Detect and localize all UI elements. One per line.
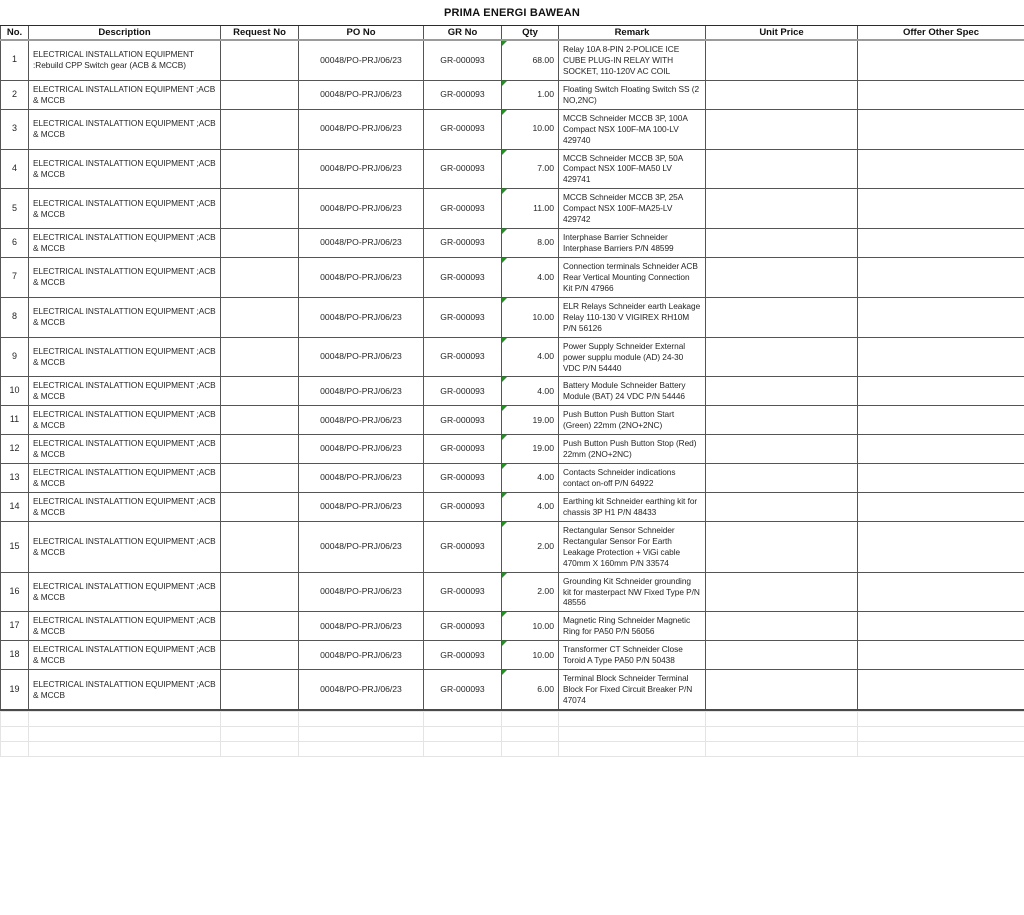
column-header-unit[interactable]: Unit Price [706,26,858,40]
cell-req[interactable] [221,258,299,298]
cell-gr[interactable]: GR-000093 [424,229,502,258]
cell-desc[interactable]: ELECTRICAL INSTALATTION EQUIPMENT ;ACB & MCCB [29,229,221,258]
cell-remark[interactable]: Relay 10A 8-PIN 2-POLICE ICE CUBE PLUG-IN RELAY WITH SOCKET, 110-120V AC COIL [559,40,706,80]
empty-cell[interactable] [29,726,221,741]
cell-gr[interactable]: GR-000093 [424,80,502,109]
cell-error-marker-icon [502,110,507,115]
cell-desc[interactable]: ELECTRICAL INSTALATTION EQUIPMENT ;ACB & MCCB [29,109,221,149]
table-row [1,464,1024,493]
cell-offer[interactable] [858,492,1024,521]
cell-offer[interactable] [858,189,1024,229]
cell-gr[interactable]: GR-000093 [424,670,502,710]
table-row [1,521,1024,572]
cell-unit[interactable] [706,189,858,229]
cell-req[interactable] [221,109,299,149]
table-row [1,670,1024,710]
empty-cell[interactable] [1,726,29,741]
cell-qty[interactable]: 6.00 [502,670,559,710]
table-row [1,297,1024,337]
cell-no[interactable]: 10 [1,377,29,406]
cell-no[interactable]: 1 [1,40,29,80]
cell-po[interactable]: 00048/PO-PRJ/06/23 [299,641,424,670]
empty-cell[interactable] [299,726,424,741]
cell-no[interactable]: 19 [1,670,29,710]
cell-offer[interactable] [858,572,1024,612]
cell-no[interactable]: 13 [1,464,29,493]
cell-offer[interactable] [858,641,1024,670]
empty-cell[interactable] [29,711,221,726]
cell-desc[interactable]: ELECTRICAL INSTALATTION EQUIPMENT ;ACB & MCCB [29,492,221,521]
cell-error-marker-icon [502,641,507,646]
cell-po[interactable]: 00048/PO-PRJ/06/23 [299,492,424,521]
cell-req[interactable] [221,641,299,670]
cell-offer[interactable] [858,40,1024,80]
cell-desc[interactable]: ELECTRICAL INSTALATTION EQUIPMENT ;ACB & MCCB [29,670,221,710]
empty-cell[interactable] [1,741,29,756]
cell-po[interactable]: 00048/PO-PRJ/06/23 [299,80,424,109]
empty-cell[interactable] [706,726,858,741]
cell-qty[interactable]: 7.00 [502,149,559,189]
cell-qty[interactable]: 10.00 [502,641,559,670]
cell-no[interactable]: 17 [1,612,29,641]
cell-offer[interactable] [858,109,1024,149]
cell-remark[interactable]: Contacts Schneider indications contact on-off P/N 64922 [559,464,706,493]
cell-gr[interactable]: GR-000093 [424,337,502,377]
cell-qty[interactable]: 10.00 [502,109,559,149]
table-row [1,337,1024,377]
table-row [1,641,1024,670]
empty-cell[interactable] [29,741,221,756]
cell-remark[interactable]: MCCB Schneider MCCB 3P, 100A Compact NSX 100F-MA 100-LV 429740 [559,109,706,149]
cell-desc[interactable]: ELECTRICAL INSTALATTION EQUIPMENT ;ACB & MCCB [29,377,221,406]
cell-remark[interactable]: Interphase Barrier Schneider Interphase Barriers P/N 48599 [559,229,706,258]
cell-req[interactable] [221,337,299,377]
table-row [1,612,1024,641]
column-header-desc[interactable]: Description [29,26,221,40]
cell-error-marker-icon [502,406,507,411]
cell-no[interactable]: 18 [1,641,29,670]
cell-offer[interactable] [858,612,1024,641]
empty-cell[interactable] [559,726,706,741]
cell-remark[interactable]: Connection terminals Schneider ACB Rear Vertical Mounting Connection Kit P/N 47966 [559,258,706,298]
cell-remark[interactable]: MCCB Schneider MCCB 3P, 25A Compact NSX 100F-MA25-LV 429742 [559,189,706,229]
cell-gr[interactable]: GR-000093 [424,189,502,229]
cell-error-marker-icon [502,670,507,675]
cell-remark[interactable]: Rectangular Sensor Schneider Rectangular Sensor For Earth Leakage Protection + ViGi cable 470mm X 160mm P/N 33574 [559,521,706,572]
table-row [1,40,1024,80]
cell-remark[interactable]: ELR Relays Schneider earth Leakage Relay 110-130 V VIGIREX RH10M P/N 56126 [559,297,706,337]
cell-no[interactable]: 4 [1,149,29,189]
cell-gr[interactable]: GR-000093 [424,258,502,298]
cell-po[interactable]: 00048/PO-PRJ/06/23 [299,40,424,80]
cell-no[interactable]: 9 [1,337,29,377]
cell-qty[interactable]: 10.00 [502,612,559,641]
cell-no[interactable]: 11 [1,406,29,435]
cell-po[interactable]: 00048/PO-PRJ/06/23 [299,297,424,337]
purchase-order-table [0,26,1024,711]
cell-offer[interactable] [858,229,1024,258]
cell-no[interactable]: 15 [1,521,29,572]
cell-unit[interactable] [706,572,858,612]
table-row [1,572,1024,612]
cell-gr[interactable]: GR-000093 [424,641,502,670]
empty-cell[interactable] [1,711,29,726]
cell-desc[interactable]: ELECTRICAL INSTALATTION EQUIPMENT ;ACB & MCCB [29,435,221,464]
cell-desc[interactable]: ELECTRICAL INSTALATTION EQUIPMENT ;ACB & MCCB [29,612,221,641]
cell-offer[interactable] [858,149,1024,189]
cell-unit[interactable] [706,337,858,377]
cell-req[interactable] [221,40,299,80]
cell-gr[interactable]: GR-000093 [424,109,502,149]
table-row [1,229,1024,258]
cell-req[interactable] [221,189,299,229]
cell-req[interactable] [221,406,299,435]
cell-req[interactable] [221,572,299,612]
empty-cell[interactable] [559,741,706,756]
column-header-remark[interactable]: Remark [559,26,706,40]
cell-error-marker-icon [502,229,507,234]
cell-qty[interactable]: 11.00 [502,189,559,229]
empty-cell[interactable] [502,726,559,741]
cell-desc[interactable]: ELECTRICAL INSTALATTION EQUIPMENT ;ACB & MCCB [29,258,221,298]
column-header-po[interactable]: PO No [299,26,424,40]
empty-cell[interactable] [221,711,299,726]
cell-gr[interactable]: GR-000093 [424,492,502,521]
empty-row [1,726,1024,741]
cell-qty[interactable]: 68.00 [502,40,559,80]
cell-desc[interactable]: ELECTRICAL INSTALATTION EQUIPMENT ;ACB & MCCB [29,297,221,337]
cell-qty[interactable]: 4.00 [502,464,559,493]
title-band [0,0,1024,26]
column-header-gr[interactable]: GR No [424,26,502,40]
empty-cell[interactable] [424,711,502,726]
cell-remark[interactable]: Floating Switch Floating Switch SS (2 NO,2NC) [559,80,706,109]
table-body [1,40,1024,710]
cell-req[interactable] [221,435,299,464]
table-header-row [1,26,1024,40]
cell-po[interactable]: 00048/PO-PRJ/06/23 [299,406,424,435]
cell-req[interactable] [221,492,299,521]
cell-no[interactable]: 6 [1,229,29,258]
cell-unit[interactable] [706,641,858,670]
cell-qty[interactable]: 4.00 [502,492,559,521]
cell-qty[interactable]: 10.00 [502,297,559,337]
cell-req[interactable] [221,297,299,337]
cell-offer[interactable] [858,258,1024,298]
cell-qty[interactable]: 2.00 [502,521,559,572]
cell-po[interactable]: 00048/PO-PRJ/06/23 [299,189,424,229]
cell-unit[interactable] [706,612,858,641]
cell-po[interactable]: 00048/PO-PRJ/06/23 [299,229,424,258]
cell-gr[interactable]: GR-000093 [424,40,502,80]
cell-desc[interactable]: ELECTRICAL INSTALATTION EQUIPMENT ;ACB & MCCB [29,464,221,493]
cell-req[interactable] [221,464,299,493]
column-header-req[interactable]: Request No [221,26,299,40]
cell-unit[interactable] [706,80,858,109]
cell-desc[interactable]: ELECTRICAL INSTALATTION EQUIPMENT ;ACB & MCCB [29,189,221,229]
cell-po[interactable]: 00048/PO-PRJ/06/23 [299,464,424,493]
table-row [1,435,1024,464]
empty-row [1,741,1024,756]
cell-error-marker-icon [502,298,507,303]
empty-cell[interactable] [858,726,1024,741]
empty-cell[interactable] [858,741,1024,756]
cell-qty[interactable]: 4.00 [502,337,559,377]
cell-remark[interactable]: Terminal Block Schneider Terminal Block For Fixed Circuit Breaker P/N 47074 [559,670,706,710]
cell-unit[interactable] [706,109,858,149]
cell-remark[interactable]: Push Button Push Button Start (Green) 22mm (2NO+2NC) [559,406,706,435]
table-row [1,80,1024,109]
cell-req[interactable] [221,149,299,189]
cell-desc[interactable]: ELECTRICAL INSTALATTION EQUIPMENT ;ACB & MCCB [29,641,221,670]
cell-no[interactable]: 5 [1,189,29,229]
column-header-offer[interactable]: Offer Other Spec [858,26,1024,40]
empty-cell[interactable] [706,741,858,756]
cell-gr[interactable]: GR-000093 [424,435,502,464]
empty-cell[interactable] [221,741,299,756]
table-row [1,149,1024,189]
cell-desc[interactable]: ELECTRICAL INSTALATTION EQUIPMENT ;ACB & MCCB [29,406,221,435]
cell-req[interactable] [221,612,299,641]
cell-unit[interactable] [706,521,858,572]
cell-remark[interactable]: Magnetic Ring Schneider Magnetic Ring for PA50 P/N 56056 [559,612,706,641]
cell-offer[interactable] [858,521,1024,572]
empty-cell[interactable] [502,711,559,726]
cell-req[interactable] [221,377,299,406]
cell-remark[interactable]: Push Button Push Button Stop (Red) 22mm (2NO+2NC) [559,435,706,464]
empty-cell[interactable] [424,741,502,756]
cell-po[interactable]: 00048/PO-PRJ/06/23 [299,377,424,406]
empty-cell[interactable] [221,726,299,741]
cell-offer[interactable] [858,297,1024,337]
cell-offer[interactable] [858,337,1024,377]
cell-unit[interactable] [706,40,858,80]
cell-remark[interactable]: Power Supply Schneider External power supplu module (AD) 24-30 VDC P/N 54440 [559,337,706,377]
cell-qty[interactable]: 8.00 [502,229,559,258]
cell-desc[interactable]: ELECTRICAL INSTALATTION EQUIPMENT ;ACB & MCCB [29,521,221,572]
cell-gr[interactable]: GR-000093 [424,572,502,612]
cell-desc[interactable]: ELECTRICAL INSTALLATION EQUIPMENT ;ACB & MCCB [29,80,221,109]
cell-unit[interactable] [706,229,858,258]
cell-qty[interactable]: 19.00 [502,406,559,435]
cell-qty[interactable]: 4.00 [502,377,559,406]
cell-offer[interactable] [858,80,1024,109]
cell-qty[interactable]: 19.00 [502,435,559,464]
cell-desc[interactable]: ELECTRICAL INSTALATTION EQUIPMENT ;ACB & MCCB [29,149,221,189]
cell-offer[interactable] [858,406,1024,435]
cell-gr[interactable]: GR-000093 [424,612,502,641]
cell-desc[interactable]: ELECTRICAL INSTALATTION EQUIPMENT ;ACB & MCCB [29,572,221,612]
cell-remark[interactable]: MCCB Schneider MCCB 3P, 50A Compact NSX 100F-MA50 LV 429741 [559,149,706,189]
cell-po[interactable]: 00048/PO-PRJ/06/23 [299,337,424,377]
cell-no[interactable]: 2 [1,80,29,109]
empty-spreadsheet-rows [0,711,1024,757]
cell-error-marker-icon [502,81,507,86]
cell-error-marker-icon [502,41,507,46]
cell-error-marker-icon [502,493,507,498]
cell-gr[interactable]: GR-000093 [424,297,502,337]
cell-req[interactable] [221,670,299,710]
empty-row [1,711,1024,726]
table-row [1,492,1024,521]
cell-error-marker-icon [502,573,507,578]
cell-gr[interactable]: GR-000093 [424,406,502,435]
table-row [1,189,1024,229]
cell-gr[interactable]: GR-000093 [424,377,502,406]
cell-po[interactable]: 00048/PO-PRJ/06/23 [299,258,424,298]
cell-unit[interactable] [706,435,858,464]
cell-desc[interactable]: ELECTRICAL INSTALLATION EQUIPMENT :Rebuild CPP Switch gear (ACB & MCCB) [29,40,221,80]
cell-error-marker-icon [502,464,507,469]
empty-cell[interactable] [706,711,858,726]
table-row [1,258,1024,298]
cell-no[interactable]: 3 [1,109,29,149]
cell-unit[interactable] [706,297,858,337]
cell-offer[interactable] [858,464,1024,493]
cell-offer[interactable] [858,377,1024,406]
cell-error-marker-icon [502,258,507,263]
page-title: PRIMA ENERGI BAWEAN [443,6,580,19]
cell-error-marker-icon [502,377,507,382]
cell-offer[interactable] [858,670,1024,710]
cell-error-marker-icon [502,435,507,440]
cell-offer[interactable] [858,435,1024,464]
cell-po[interactable]: 00048/PO-PRJ/06/23 [299,670,424,710]
table-row [1,109,1024,149]
cell-no[interactable]: 16 [1,572,29,612]
cell-req[interactable] [221,521,299,572]
cell-qty[interactable]: 1.00 [502,80,559,109]
cell-req[interactable] [221,80,299,109]
cell-unit[interactable] [706,406,858,435]
empty-cell[interactable] [559,711,706,726]
cell-remark[interactable]: Battery Module Schneider Battery Module (BAT) 24 VDC P/N 54446 [559,377,706,406]
cell-po[interactable]: 00048/PO-PRJ/06/23 [299,149,424,189]
cell-error-marker-icon [502,612,507,617]
cell-po[interactable]: 00048/PO-PRJ/06/23 [299,521,424,572]
cell-no[interactable]: 7 [1,258,29,298]
cell-remark[interactable]: Transformer CT Schneider Close Toroid A Type PA50 P/N 50438 [559,641,706,670]
cell-error-marker-icon [502,522,507,527]
cell-remark[interactable]: Grounding Kit Schneider grounding kit for masterpact NW Fixed Type P/N 48556 [559,572,706,612]
table-row [1,406,1024,435]
cell-no[interactable]: 8 [1,297,29,337]
cell-error-marker-icon [502,189,507,194]
empty-cell[interactable] [502,741,559,756]
cell-po[interactable]: 00048/PO-PRJ/06/23 [299,572,424,612]
cell-po[interactable]: 00048/PO-PRJ/06/23 [299,109,424,149]
column-header-no[interactable]: No. [1,26,29,40]
cell-qty[interactable]: 4.00 [502,258,559,298]
cell-error-marker-icon [502,150,507,155]
empty-cell[interactable] [424,726,502,741]
cell-unit[interactable] [706,492,858,521]
cell-gr[interactable]: GR-000093 [424,521,502,572]
cell-gr[interactable]: GR-000093 [424,464,502,493]
cell-unit[interactable] [706,149,858,189]
cell-req[interactable] [221,229,299,258]
empty-cell[interactable] [299,711,424,726]
cell-unit[interactable] [706,377,858,406]
cell-unit[interactable] [706,258,858,298]
empty-cell[interactable] [858,711,1024,726]
cell-error-marker-icon [502,338,507,343]
cell-unit[interactable] [706,464,858,493]
cell-unit[interactable] [706,670,858,710]
table-row [1,377,1024,406]
cell-gr[interactable]: GR-000093 [424,149,502,189]
cell-no[interactable]: 14 [1,492,29,521]
cell-no[interactable]: 12 [1,435,29,464]
cell-po[interactable]: 00048/PO-PRJ/06/23 [299,435,424,464]
cell-po[interactable]: 00048/PO-PRJ/06/23 [299,612,424,641]
cell-qty[interactable]: 2.00 [502,572,559,612]
column-header-qty[interactable]: Qty [502,26,559,40]
cell-remark[interactable]: Earthing kit Schneider earthing kit for chassis 3P H1 P/N 48433 [559,492,706,521]
empty-cell[interactable] [299,741,424,756]
cell-desc[interactable]: ELECTRICAL INSTALATTION EQUIPMENT ;ACB & MCCB [29,337,221,377]
